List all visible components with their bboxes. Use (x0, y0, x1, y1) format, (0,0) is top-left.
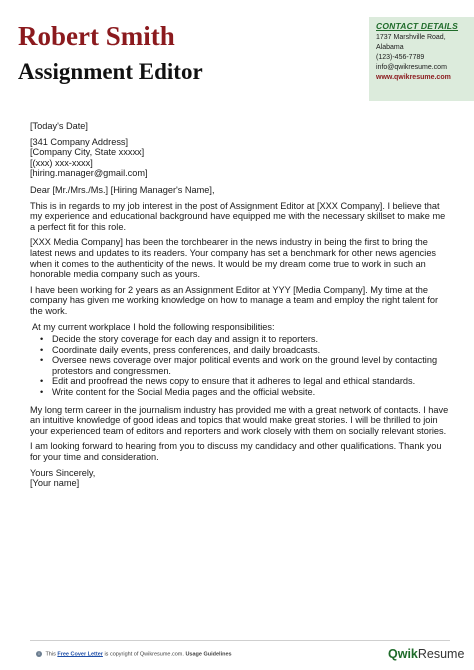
address-line-1: 1737 Marshville Road, (376, 34, 446, 41)
copyright-note (36, 651, 232, 657)
paragraph-intro: This is in regards to my job interest in the post of Assignment Editor at [XXX Company]. I believe that my experience and educational background have equipped me with the necessary skillset to make me a perfect fit for this role. (30, 200, 446, 232)
paragraph-company: [XXX Media Company] has been the torchbearer in the news industry in being the first to bring the latest news and updates to its readers. Your company has set a benchmark for other news agencies when it comes to the authenticity of the news. It would be my dream come true to work in such an honorable media company such as yours. (30, 237, 437, 280)
footer (0, 640, 474, 670)
logo-resume: Resume (417, 647, 465, 661)
recipient-line: [341 Company Address] (30, 136, 129, 147)
list-item: • Write content for the Social Media pages and the official website. (40, 387, 450, 398)
paragraph-closing: I am looking forward to hearing from you to discuss my candidacy and other qualifications. Thank you for your time and consideration. (30, 441, 442, 463)
recipient-line: [Company City, State xxxxx] (30, 147, 145, 158)
salutation: Dear [Mr./Mrs./Ms.] [Hiring Manager's Name], (30, 184, 215, 195)
recipient-line: [hiring.manager@gmail.com] (30, 168, 148, 179)
applicant-name: Robert Smith (18, 21, 175, 51)
logo-qwik: Qwik (388, 647, 418, 661)
letter-date: [Today's Date] (30, 121, 88, 131)
contact-heading: CONTACT DETAILS (376, 21, 459, 31)
list-item: • Coordinate daily events, press conferences, and daily broadcasts. (40, 345, 450, 356)
address-line-2: Alabama (376, 44, 404, 51)
phone: (123)-456-7789 (376, 54, 425, 61)
paragraph-network: My long term career in the journalism industry has provided me with a great network of contacts. I have an intuitive knowledge of good ideas and topics that would make great stories. I will be thrilled to join your experienced team of editors and reporters and work closely with them on socially relevant stories. (30, 404, 449, 436)
free-cover-letter-link[interactable]: Free Cover Letter (57, 651, 103, 658)
letter-body (30, 121, 450, 489)
email[interactable]: info@qwikresume.com (376, 64, 447, 71)
signature-name: [Your name] (30, 478, 80, 489)
list-item: • Decide the story coverage for each day and assign it to reporters. (40, 334, 450, 345)
responsibilities-intro: At my current workplace I hold the following responsibilities: (32, 321, 275, 332)
recipient-block (30, 137, 450, 179)
signature-block (30, 468, 450, 489)
closing: Yours Sincerely, (30, 467, 96, 478)
footer-prefix: This (45, 651, 56, 658)
footer-middle: is copyright of Qwikresume.com. (104, 651, 184, 658)
recipient-line: [(xxx) xxx-xxxx] (30, 157, 93, 168)
job-title: Assignment Editor (18, 59, 203, 84)
usage-guidelines-link[interactable]: Usage Guidelines (185, 651, 232, 658)
list-item: • Oversee news coverage over major political events and work on the ground level by contacting protestors and congressmen. (40, 355, 450, 376)
responsibilities-list (30, 334, 450, 398)
website[interactable]: www.qwikresume.com (376, 74, 451, 81)
footer-divider (30, 640, 450, 641)
qwikresume-logo (388, 647, 464, 661)
list-item: • Edit and proofread the news copy to ensure that it adheres to legal and ethical standards. (40, 376, 450, 387)
info-icon: i (36, 651, 42, 657)
contact-details-box (369, 17, 474, 101)
paragraph-experience: I have been working for 2 years as an Assignment Editor at YYY [Media Company]. My time at the company has given me working knowledge on how to manage a team and employ the right talent for the work. (30, 284, 439, 316)
